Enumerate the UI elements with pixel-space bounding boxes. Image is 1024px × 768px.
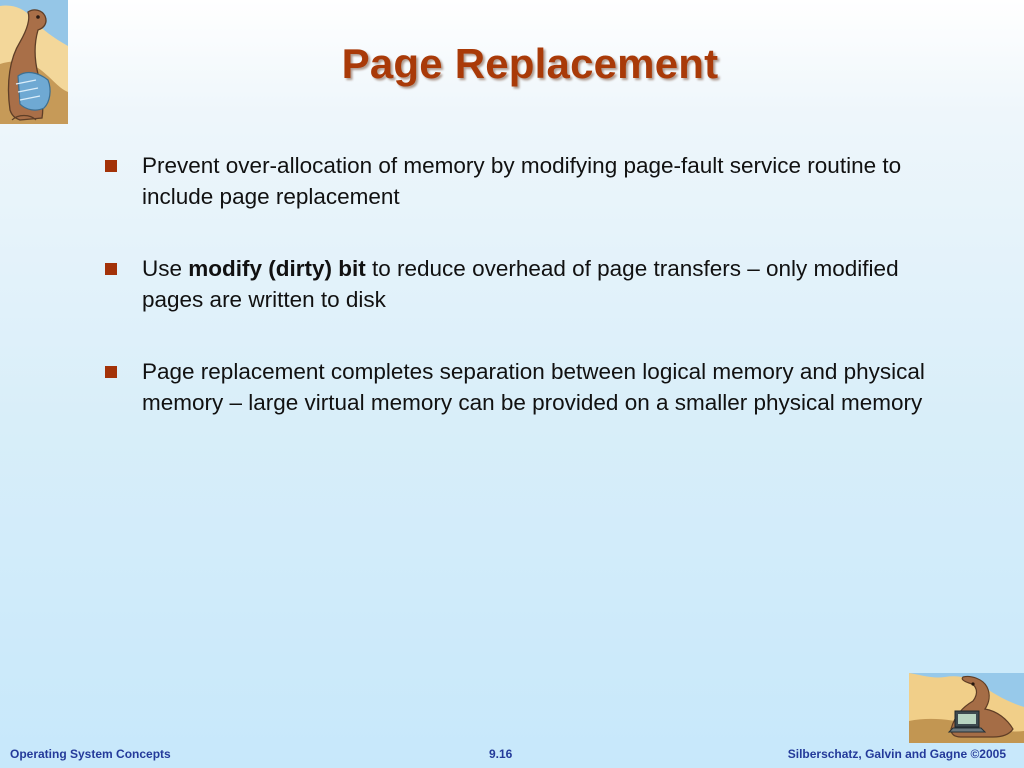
footer-course-title: Operating System Concepts: [10, 747, 171, 761]
bullet-item: [104, 356, 934, 418]
bullet-text: Prevent over-allocation of memory by modifying page-fault service routine to include page replacement: [142, 153, 902, 209]
bullet-text-bold: modify (dirty) bit: [188, 256, 366, 281]
bullet-square-icon: [105, 160, 117, 172]
page-title: Page Replacement: [341, 40, 719, 87]
bullet-item: [104, 253, 934, 315]
footer-page-number: 9.16: [489, 747, 513, 761]
dinosaur-laptop-logo-icon: [909, 673, 1024, 743]
bullet-square-icon: [105, 366, 117, 378]
bullet-text: Page replacement completes separation between logical memory and physical memory – large virtual memory can be provided on a smaller physical memory: [142, 359, 925, 415]
bullet-text-suffix: to reduce overhead of page transfers – only modified pages are written to disk: [142, 256, 899, 312]
bullet-item: [104, 150, 934, 212]
footer-copyright: Silberschatz, Galvin and Gagne ©2005: [787, 747, 1006, 761]
bullet-list: [104, 150, 934, 459]
bullet-square-icon: [105, 263, 117, 275]
bullet-text-prefix: Use: [142, 256, 189, 281]
